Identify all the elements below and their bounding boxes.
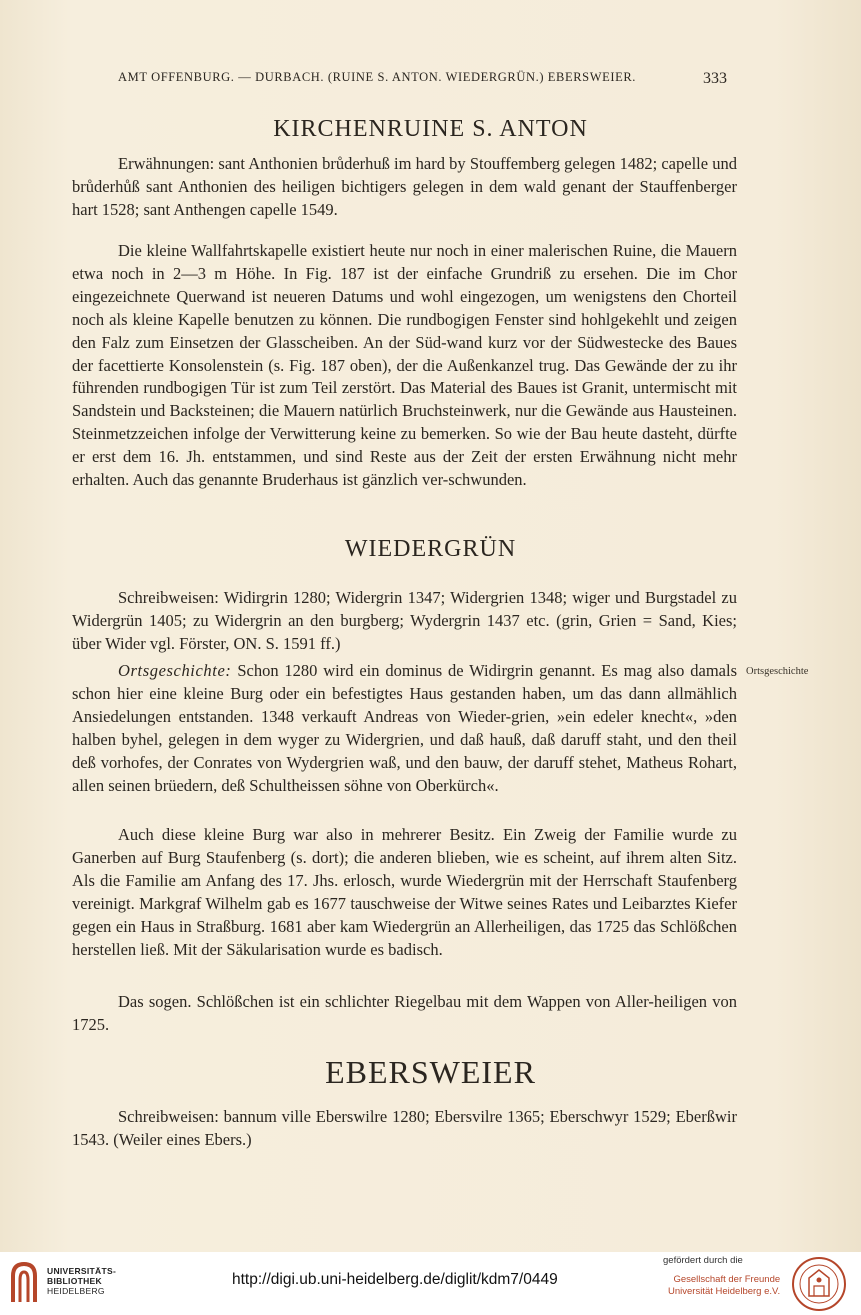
sponsor-name[interactable] xyxy=(668,1274,780,1298)
library-name xyxy=(47,1266,116,1296)
paragraph-wiedergruen-history xyxy=(72,660,737,797)
paragraph-wiedergruen-spellings: Schreibweisen: Widirgrin 1280; Widergrin 1347; Widergrien 1348; wiger und Burgstadel zu Widergrün 1405; zu Widergrin an den burgberg; Wydergrin 1437 etc. (grin, Grien = Sand, Kies; über Wider vgl. Förster, ON. S. 1591 ff.) xyxy=(72,588,737,653)
paragraph-anton-mentions: Erwähnungen: sant Anthonien brůderhuß im hard by Stouffemberg gelegen 1482; capelle und brůderhůß sant Anthonien des heiligen bichtigers gelegen in dem wald genant der Stauffenberger hart 1528; sant Anthengen capelle 1549. xyxy=(72,154,737,219)
history-lead: Ortsgeschichte: xyxy=(118,661,232,680)
history-text: Schon 1280 wird ein dominus de Widirgrin genannt. Es mag also damals schon hier eine kleine Burg oder ein befestigtes Haus gestanden haben, um das dann allmählich Ansiedelungen entstanden. 1348 verkauft Andreas von Wieder-grien, »ein edeler knecht«, »den halben byhel, gelegen in dem wyger zu Widergrien, und daß hauß, daß daruff staht, und den theil deß vorhofes, der Conrates von Wydergrien waß, und den bauw, der daruff stehet, Matheus Rohart, allen seinen brüedern, deß Schultheissen söhne von Oberkürch«. xyxy=(72,661,737,795)
sponsor-name-line1: Gesellschaft der Freunde xyxy=(673,1274,781,1285)
paragraph-wiedergruen-schloesschen: Das sogen. Schlößchen ist ein schlichter Riegelbau mit dem Wappen von Aller-heiligen von 1725. xyxy=(72,992,737,1034)
running-head xyxy=(118,70,738,85)
library-name-line1: UNIVERSITÄTS- xyxy=(47,1266,117,1276)
university-seal-icon xyxy=(791,1256,847,1312)
running-head-text: AMT OFFENBURG. — DURBACH. (RUINE S. ANTON. WIEDERGRÜN.) EBERSWEIER. xyxy=(118,70,636,84)
permalink-url[interactable]: http://digi.ub.uni-heidelberg.de/diglit/kdm7/0449 xyxy=(232,1271,558,1288)
sponsor-name-line2: Universität Heidelberg e.V. xyxy=(668,1286,781,1297)
section-title-wiedergruen: WIEDERGRÜN xyxy=(344,536,517,562)
marginal-note: Ortsgeschichte xyxy=(746,666,809,677)
section-title-anton: KIRCHENRUINE S. ANTON xyxy=(273,116,588,142)
page-number: 333 xyxy=(703,70,727,87)
paragraph-anton-description: Die kleine Wallfahrtskapelle existiert heute nur noch in einer malerischen Ruine, die Mauern etwa noch in 2—3 m Höhe. In Fig. 187 ist der einfache Grundriß zu ersehen. Die im Chor eingezeichnete Querwand ist neueren Datums und wohl eingezogen, um wenigstens den Chorteil noch als kleine Kapelle benutzen zu können. Die rundbogigen Fenster sind hohlgekehlt und zeigen den Falz zum Einsetzen der Glasscheiben. An der Süd-wand kurz vor der Südwestecke des Baues der facettierte Konsolenstein (s. Fig. 187 oben), der die Außenkanzel trug. Das Gewände der zu ihr führenden rundbogigen Tür ist zum Teil zerstört. Das Material des Baues ist Granit, untermischt mit Sandstein und Backsteinen; die Mauern natürlich Bruchsteinwerk, nur die Gewände aus Hausteinen. Steinmetzzeichen infolge der Verwitterung keine zu bemerken. So wie der Bau heute dasteht, dürfte er erst dem 16. Jh. entstammen, und sind Reste aus der Zeit der ersten Erwähnung nicht mehr erhalten. Auch das genannte Bruderhaus ist gänzlich ver-schwunden. xyxy=(72,241,737,490)
library-name-line3: HEIDELBERG xyxy=(47,1286,105,1296)
paragraph-ebersweier-spellings: Schreibweisen: bannum ville Eberswilre 1280; Ebersvilre 1365; Eberschwyr 1529; Eberßwir 1543. (Weiler eines Ebers.) xyxy=(72,1107,737,1149)
sponsor-label: gefördert durch die xyxy=(663,1255,743,1266)
section-title-ebersweier: EBERSWEIER xyxy=(325,1054,536,1090)
paragraph-wiedergruen-ownership: Auch diese kleine Burg war also in mehrerer Besitz. Ein Zweig der Familie wurde zu Ganerben auf Burg Staufenberg (s. dort); die anderen blieben, wie es scheint, auf ihrem alten Sitz. Als die Familie am Anfang des 17. Jhs. erlosch, wurde Wiedergrün mit der Herrschaft Staufenberg vereinigt. Markgraf Wilhelm gab es 1677 tauschweise der Witwe seines Rates und Leibarztes Kiefer gegen ein Haus in Straßburg. 1681 aber kam Wiedergrün an Allerheiligen, das 1725 das Schlößchen herstellen ließ. Mit der Säkularisation wurde es badisch. xyxy=(72,825,737,959)
library-name-line2: BIBLIOTHEK xyxy=(47,1276,102,1286)
library-logo-icon[interactable] xyxy=(9,1260,39,1304)
